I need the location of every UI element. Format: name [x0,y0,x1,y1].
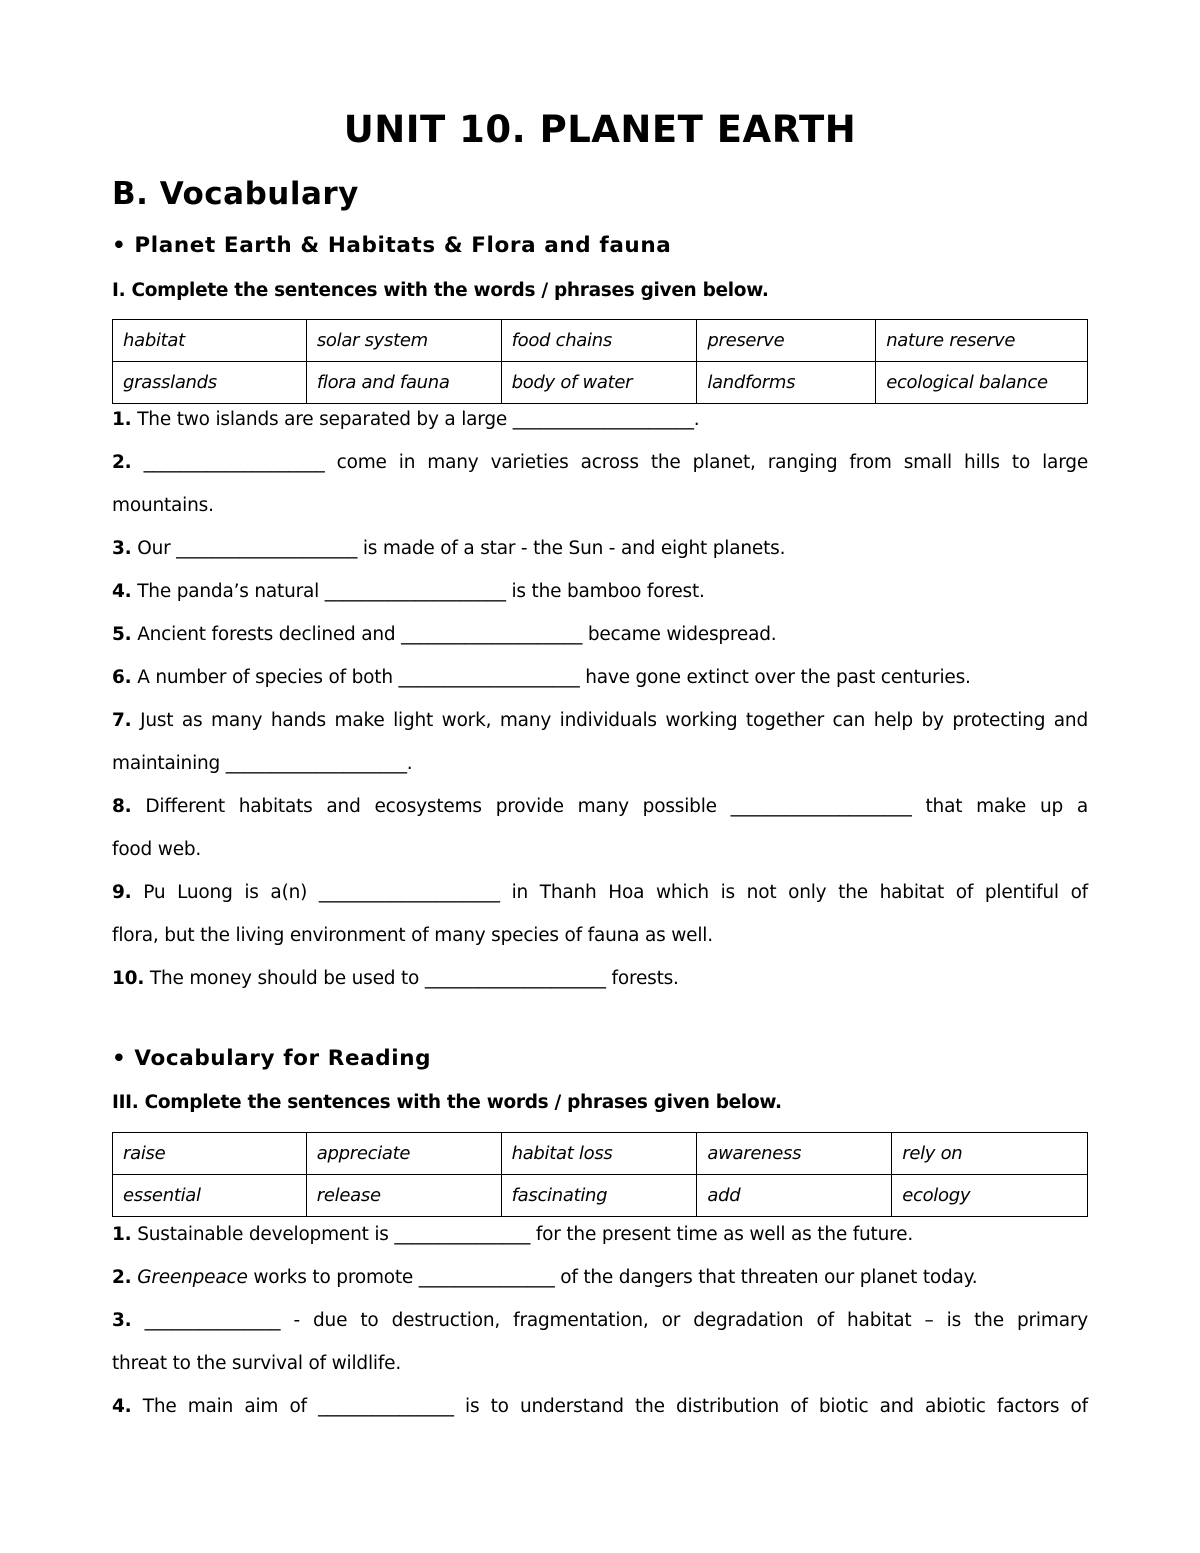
word-box-row [113,1133,1088,1175]
question-8 [112,785,1088,871]
word-cell: release [306,1175,501,1217]
question-number: 8. [112,796,132,817]
question-number: 1. [112,1224,132,1245]
question-1 [112,398,1088,441]
question-number: 1. [112,409,132,430]
word-cell: preserve [697,320,876,362]
word-cell: grasslands [113,362,307,404]
question-text: The money should be used to ____________________ forests. [149,968,679,989]
word-box-row [113,1175,1088,1217]
word-box-row [113,320,1088,362]
question-number: 10. [112,968,145,989]
word-cell: awareness [697,1133,892,1175]
question-2 [112,441,1088,527]
word-cell: essential [113,1175,307,1217]
word-cell: food chains [501,320,697,362]
question-text: works to promote _______________ of the dangers that threaten our planet today. [247,1267,978,1288]
question-text-continued: maintaining ____________________. [112,753,413,774]
word-cell: habitat loss [501,1133,697,1175]
section-heading-vocabulary: B. Vocabulary [112,176,359,212]
question-number: 4. [112,581,132,602]
question-text-continued: flora, but the living environment of many species of fauna as well. [112,925,713,946]
word-cell: habitat [113,320,307,362]
word-cell: rely on [892,1133,1088,1175]
question-number: 7. [112,710,132,731]
question-italic-term: Greenpeace [137,1267,248,1288]
question-text: A number of species of both ____________________ have gone extinct over the past centuries. [137,667,971,688]
instruction-part-3: III. Complete the sentences with the words / phrases given below. [112,1092,782,1113]
question-text-continued: food web. [112,839,202,860]
word-cell: body of water [501,362,697,404]
question-text: _______________ - due to destruction, fragmentation, or degradation of habitat – is the primary [144,1310,1088,1331]
question-4 [112,570,1088,613]
word-box-part-3 [112,1132,1088,1217]
question-number: 3. [112,538,132,559]
question-text: The main aim of _______________ is to understand the distribution of biotic and abiotic factors of [142,1396,1088,1417]
word-cell: ecology [892,1175,1088,1217]
reading-question-3 [112,1299,1088,1385]
question-number: 6. [112,667,132,688]
word-cell: raise [113,1133,307,1175]
question-text: ____________________ come in many varieties across the planet, ranging from small hills to large [143,452,1088,473]
instruction-part-1: I. Complete the sentences with the words / phrases given below. [112,280,769,301]
question-9 [112,871,1088,957]
question-10 [112,957,1088,1000]
question-3 [112,527,1088,570]
word-cell: fascinating [501,1175,697,1217]
reading-question-1 [112,1213,1088,1256]
question-text: The panda’s natural ____________________ is the bamboo forest. [137,581,705,602]
question-text: Pu Luong is a(n) ____________________ in Thanh Hoa which is not only the habitat of plentiful of [143,882,1088,903]
question-number: 2. [112,1267,132,1288]
question-text-continued: mountains. [112,495,214,516]
question-7 [112,699,1088,785]
question-text: Our ____________________ is made of a star - the Sun - and eight planets. [137,538,786,559]
question-text-continued: threat to the survival of wildlife. [112,1353,402,1374]
question-text: Sustainable development is _______________ for the present time as well as the future. [137,1224,914,1245]
question-text: The two islands are separated by a large ____________________. [137,409,700,430]
question-number: 4. [112,1396,132,1417]
reading-question-4 [112,1385,1088,1428]
word-cell: add [697,1175,892,1217]
question-5 [112,613,1088,656]
page-title: UNIT 10. PLANET EARTH [343,108,857,151]
word-cell: flora and fauna [306,362,501,404]
question-6 [112,656,1088,699]
word-cell: appreciate [306,1133,501,1175]
question-text: Just as many hands make light work, many individuals working together can help by protecting and [140,710,1089,731]
question-number: 2. [112,452,132,473]
word-cell: solar system [306,320,501,362]
question-text: Different habitats and ecosystems provide many possible ____________________ that make up a [145,796,1088,817]
word-box-part-1 [112,319,1088,404]
subsection-heading-planet-earth: • Planet Earth & Habitats & Flora and fauna [112,233,672,258]
reading-question-2 [112,1256,1088,1299]
question-number: 5. [112,624,132,645]
word-cell: landforms [697,362,876,404]
question-number: 3. [112,1310,132,1331]
word-cell: ecological balance [876,362,1088,404]
word-cell: nature reserve [876,320,1088,362]
question-number: 9. [112,882,132,903]
subsection-heading-vocabulary-reading: • Vocabulary for Reading [112,1046,432,1071]
question-text: Ancient forests declined and ____________________ became widespread. [137,624,777,645]
